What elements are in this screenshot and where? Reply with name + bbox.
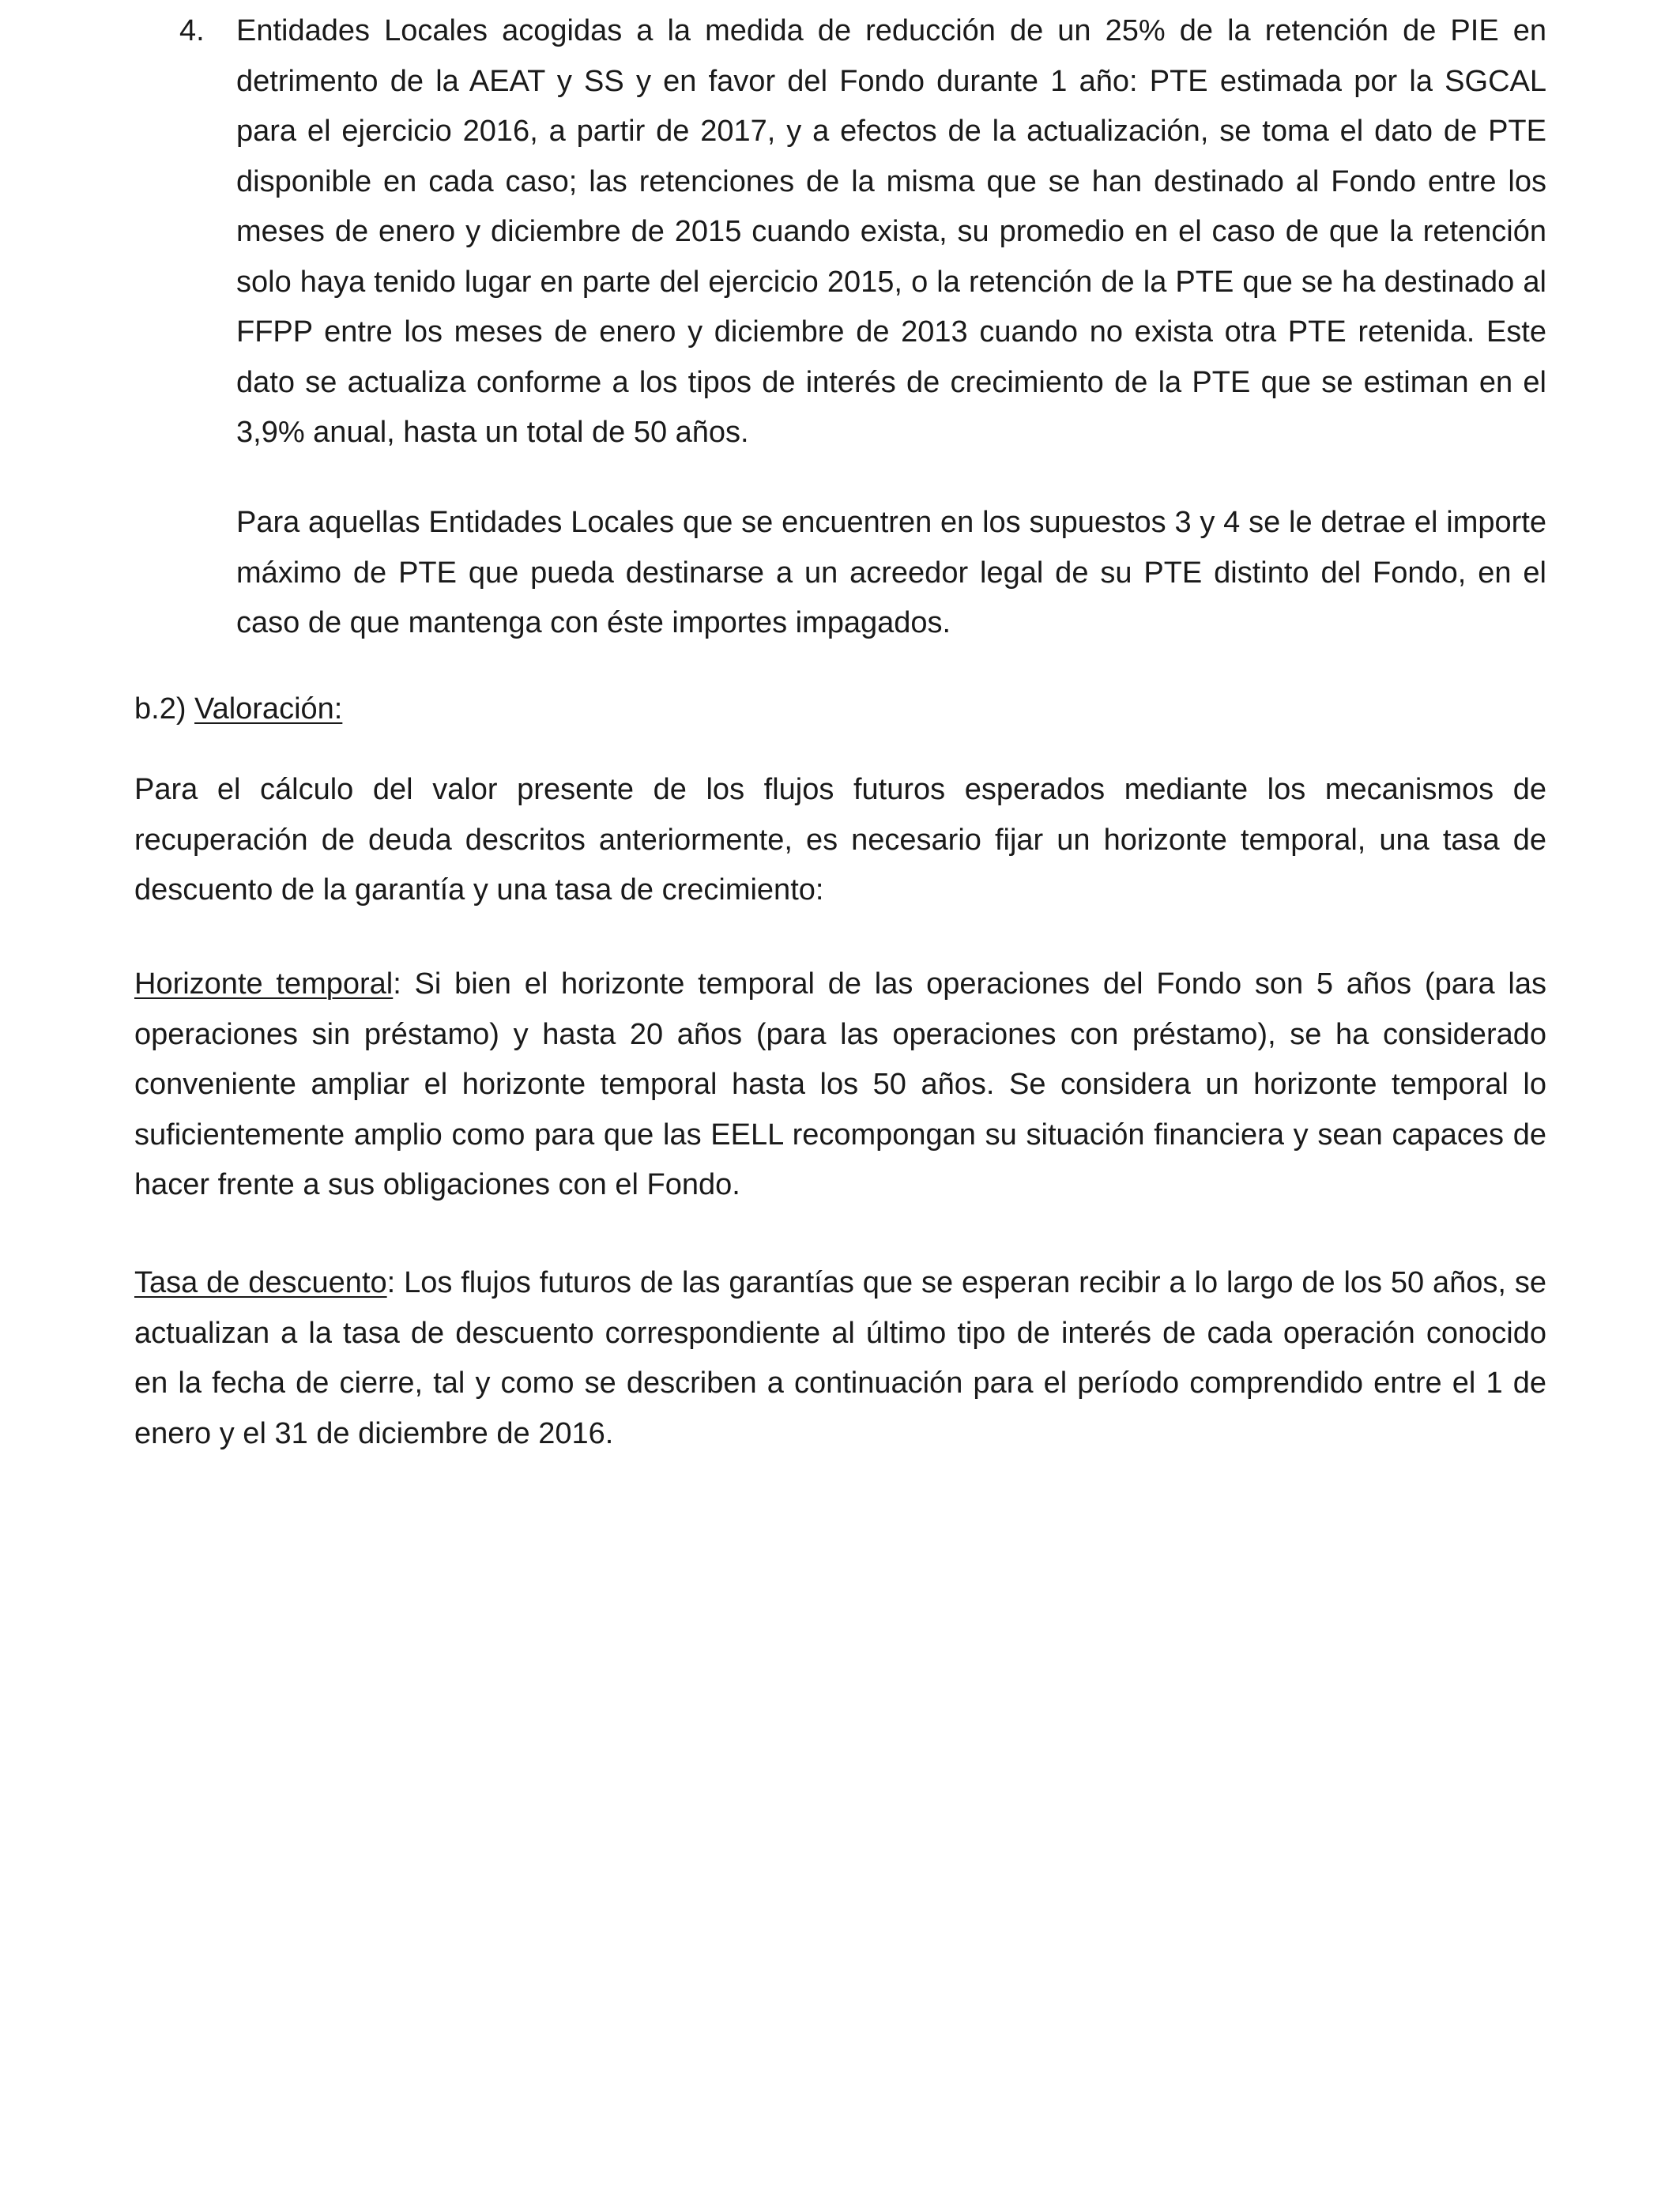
paragraph-horizonte <box>134 959 1546 1211</box>
paragraph-intro: Para el cálculo del valor presente de los flujos futuros esperados mediante los mecanismos de recuperación de deuda descritos anteriormente, es necesario fijar un horizonte temporal, una tasa de descuento de la garantía y una tasa de crecimiento: <box>134 773 1546 907</box>
section-title: Valoración: <box>194 692 343 726</box>
list-item-text: Entidades Locales acogidas a la medida de reducción de un 25% de la retención de PIE en detrimento de la AEAT y SS y en favor del Fondo durante 1 año: PTE estimada por la SGCAL para el ejercicio 2016, a partir de 2017, y a efectos de la actualización, se toma el dato de PTE disponible en cada caso; las retenciones de la misma que se han destinado al Fondo entre los meses de enero y diciembre de 2015 cuando exista, su promedio en el caso de que la retención solo haya tenido lugar en parte del ejercicio 2015, o la retención de la PTE que se ha destinado al FFPP entre los meses de enero y diciembre de 2013 cuando no exista otra PTE retenida. Este dato se actualiza conforme a los tipos de interés de crecimiento de la PTE que se estiman en el 3,9% anual, hasta un total de 50 años. <box>236 14 1546 449</box>
horizonte-label: Horizonte temporal <box>134 967 394 1001</box>
list-item-4 <box>179 6 1546 458</box>
horizonte-text: : Si bien el horizonte temporal de las operaciones del Fondo son 5 años (para las operaciones sin préstamo) y hasta 20 años (para las operaciones con préstamo), se ha considerado conveniente ampliar el horizonte temporal hasta los 50 años. Se considera un horizonte temporal lo suficientemente amplio como para que las EELL recompongan su situación financiera y sean capaces de hacer frente a sus obligaciones con el Fondo. <box>134 967 1546 1201</box>
section-prefix: b.2) <box>134 692 195 726</box>
indented-paragraph: Para aquellas Entidades Locales que se encuentren en los supuestos 3 y 4 se le detrae el importe máximo de PTE que pueda destinarse a un acreedor legal de su PTE distinto del Fondo, en el caso de que mantenga con éste importes impagados. <box>236 506 1546 639</box>
tasa-label: Tasa de descuento <box>134 1266 387 1299</box>
tasa-text: : Los flujos futuros de las garantías que se esperan recibir a lo largo de los 50 años, se actualizan a la tasa de descuento correspondiente al último tipo de interés de cada operación conocido en la fecha de cierre, tal y como se describen a continuación para el período comprendido entre el 1 de enero y el 31 de diciembre de 2016. <box>134 1266 1546 1450</box>
section-heading-b2 <box>134 684 342 735</box>
paragraph-tasa <box>134 1258 1546 1459</box>
list-number: 4. <box>179 14 205 47</box>
